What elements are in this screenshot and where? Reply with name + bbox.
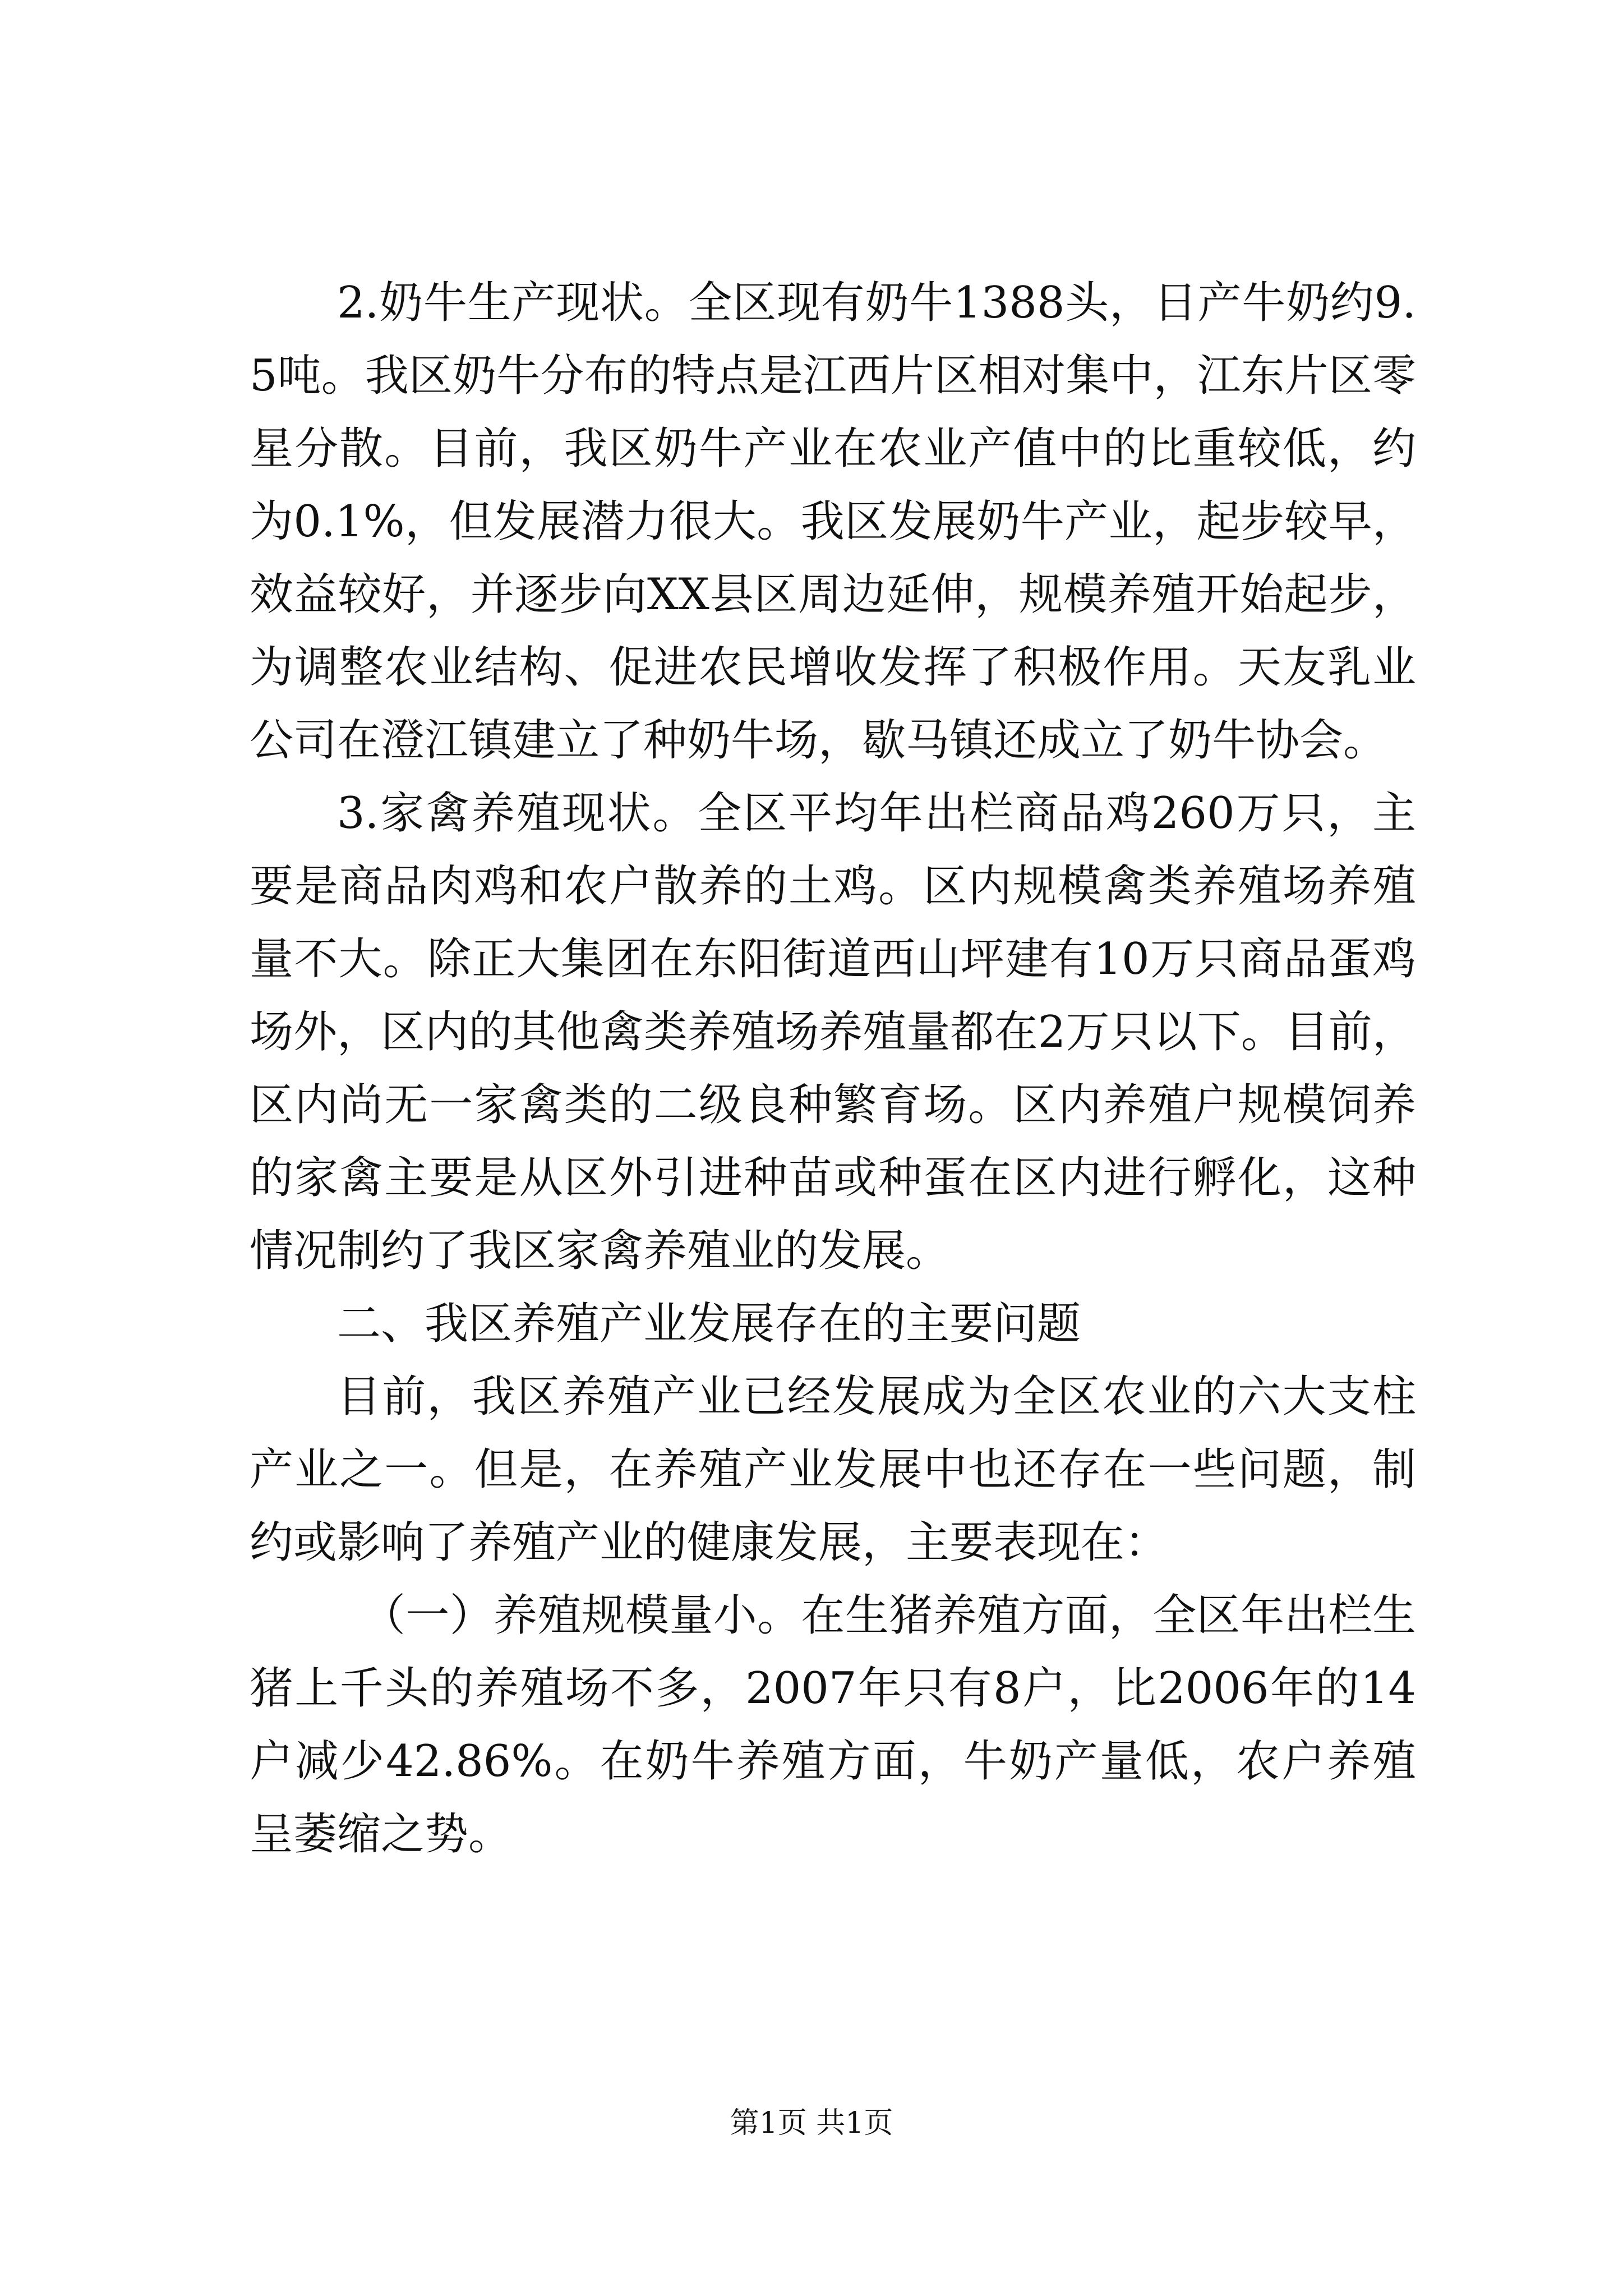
document-body (250, 266, 1416, 1871)
paragraph-small-scale: （一）养殖规模量小。在生猪养殖方面，全区年出栏生猪上千头的养殖场不多，2007年只有8户，比2006年的14户减少42.86%。在奶牛养殖方面，牛奶产量低，农户养殖呈萎缩之势。 (250, 1590, 1416, 1860)
section-heading-main-problems: 二、我区养殖产业发展存在的主要问题 (337, 1299, 1081, 1349)
paragraph-poultry: 3.家禽养殖现状。全区平均年出栏商品鸡260万只，主要是商品肉鸡和农户散养的土鸡。区内规模禽类养殖场养殖量不大。除正大集团在东阳街道西山坪建有10万只商品蛋鸡场外，区内的其他禽类养殖场养殖量都在2万只以下。目前，区内尚无一家禽类的二级良种繁育场。区内养殖户规模饲养的家禽主要是从区外引进种苗或种蛋在区内进行孵化，这种情况制约了我区家禽养殖业的发展。 (250, 788, 1416, 1276)
page-footer: 第1页 共1页 (730, 2106, 893, 2140)
paragraph-dairy-cattle: 2.奶牛生产现状。全区现有奶牛1388头，日产牛奶约9.5吨。我区奶牛分布的特点是江西片区相对集中，江东片区零星分散。目前，我区奶牛产业在农业产值中的比重较低，约为0.1%，但发展潜力很大。我区发展奶牛产业，起步较早，效益较好，并逐步向XX县区周边延伸，规模养殖开始起步，为调整农业结构、促进农民增收发挥了积极作用。天友乳业公司在澄江镇建立了种奶牛场，歇马镇还成立了奶牛协会。 (250, 278, 1416, 766)
paragraph-problems-intro: 目前，我区养殖产业已经发展成为全区农业的六大支柱产业之一。但是，在养殖产业发展中也还存在一些问题，制约或影响了养殖产业的健康发展，主要表现在： (250, 1372, 1416, 1568)
